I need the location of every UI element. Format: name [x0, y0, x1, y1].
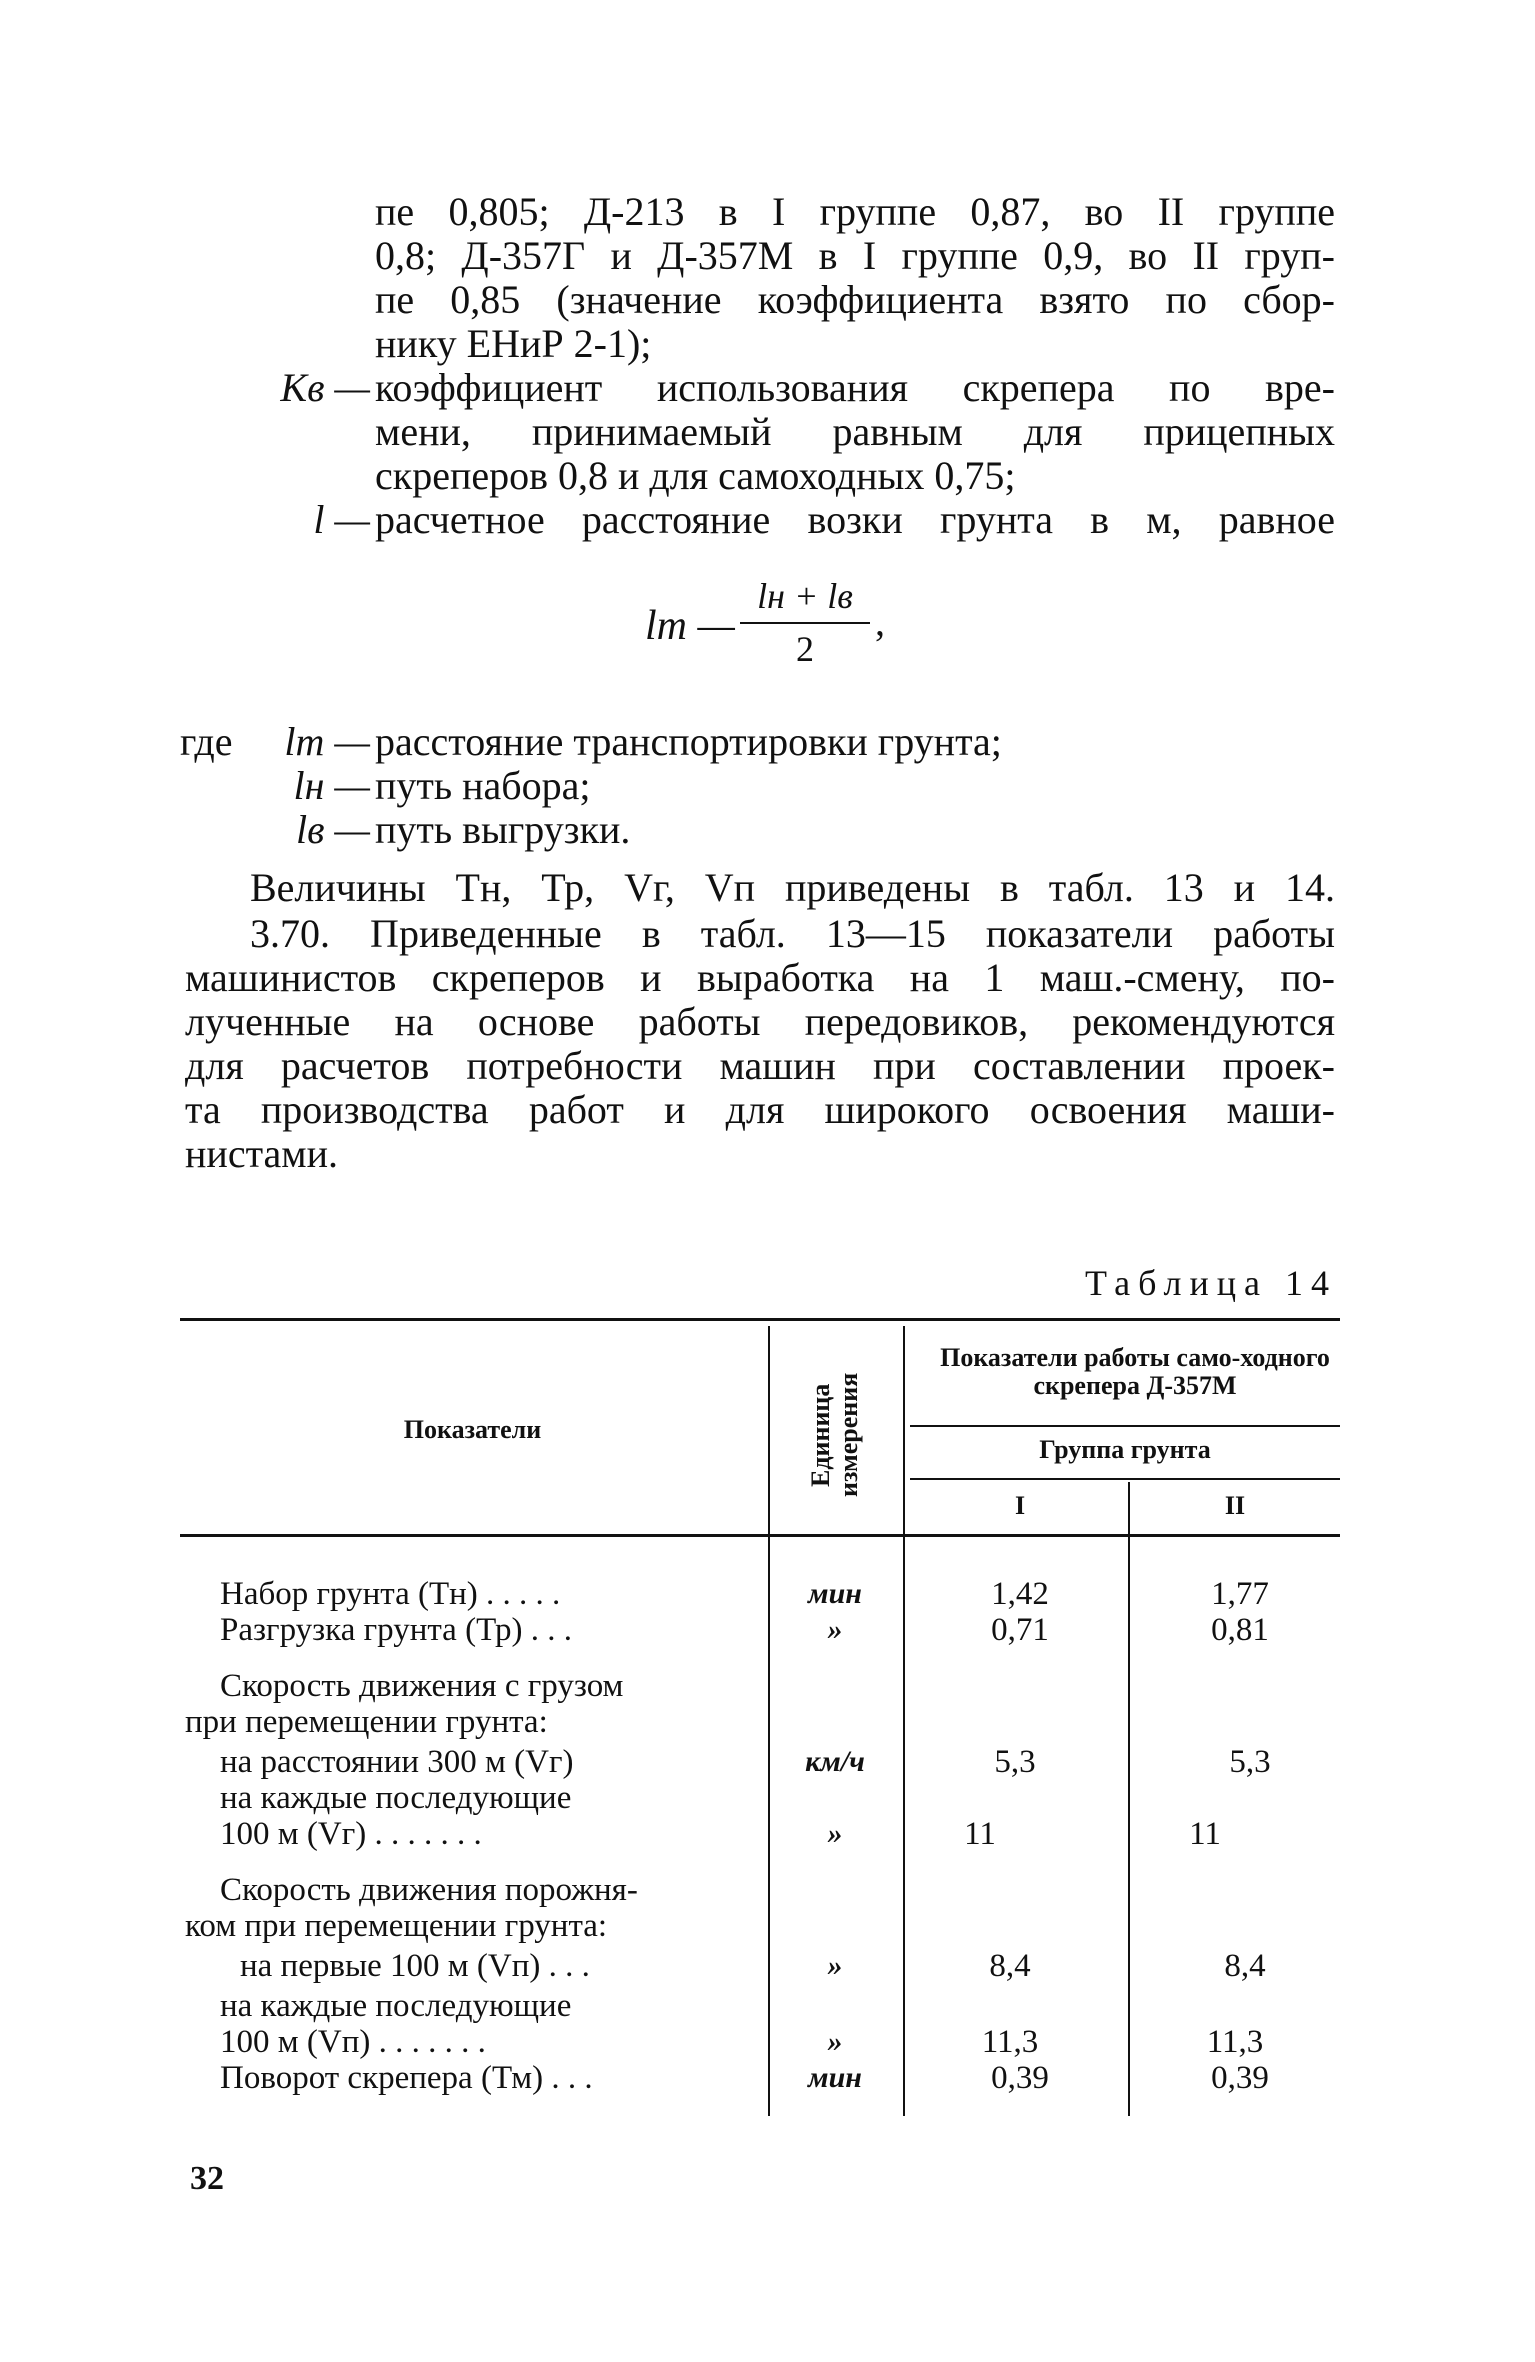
- table-row-unit: »: [827, 2025, 843, 2058]
- where-text-2: путь набора;: [375, 763, 591, 808]
- table-row-label: на каждые последующие: [220, 1780, 572, 1816]
- table-row-label: на расстоянии 300 м (Vг): [220, 1744, 574, 1780]
- formula-comma: ,: [875, 599, 885, 644]
- table-row-value-group1: 0,39: [991, 2060, 1049, 2096]
- table-header-bottom-rule: [180, 1534, 1340, 1537]
- table-vline-2: [903, 1326, 905, 2116]
- paragraph2-line-6: нистами.: [185, 1131, 339, 1176]
- table-row-label: Скорость движения порожня-: [220, 1872, 638, 1908]
- table-row-value-group1: 11: [964, 1816, 996, 1852]
- table-header-indicators: Показатели: [403, 1415, 542, 1444]
- table-sub-rule: [910, 1478, 1340, 1480]
- table-row-value-group2: 0,39: [1211, 2060, 1269, 2096]
- table-header-unit: Единица измерения: [806, 1372, 863, 1498]
- paragraph1-line-4: нику ЕНиР 2-1);: [375, 321, 652, 366]
- l-line: расчетное расстояние возки грунта в м, равное: [375, 497, 1335, 542]
- table-row-unit: »: [827, 1613, 843, 1646]
- paragraph2-line-1: 3.70. Приведенные в табл. 13—15 показатели работы: [250, 911, 1335, 956]
- formula-numerator: lн + lв: [757, 576, 853, 616]
- paragraph2-line-4: для расчетов потребности машин при составлении проек-: [185, 1043, 1335, 1088]
- table-row-value-group1: 0,71: [991, 1612, 1049, 1648]
- formula-denominator: 2: [796, 629, 814, 669]
- paragraph2-line-5: та производства работ и для широкого освоения маши-: [185, 1087, 1335, 1132]
- table-row-value-group1: 1,42: [991, 1576, 1049, 1612]
- table-row-label: ком при перемещении грунта:: [185, 1908, 608, 1944]
- table-group-rule: [910, 1425, 1340, 1427]
- paragraph2-line-3: лученные на основе работы передовиков, рекомендуются: [185, 999, 1335, 1044]
- table-header-group-1: I: [1014, 1491, 1026, 1520]
- kv-symbol: Kв —: [280, 365, 370, 410]
- paragraph1-line-1: пе 0,805; Д-213 в I группе 0,87, во II группе: [375, 189, 1335, 234]
- table-header-group-2: II: [1224, 1491, 1246, 1520]
- paragraph1-line-3: пе 0,85 (значение коэффициента взято по сбор-: [375, 277, 1335, 322]
- kv-line-3: скреперов 0,8 и для самоходных 0,75;: [375, 453, 1016, 498]
- table-header-soil-group: Группа грунта: [1039, 1435, 1211, 1464]
- where-symbol-3: lв —: [295, 807, 370, 852]
- table-row-label: на каждые последующие: [220, 1988, 572, 2024]
- kv-line-1: коэффициент использования скрепера по вре-: [375, 365, 1335, 410]
- table-row-unit: »: [827, 1949, 843, 1982]
- l-symbol: l —: [313, 497, 370, 542]
- table-row-value-group2: 5,3: [1229, 1744, 1271, 1780]
- table-row-value-group1: 8,4: [989, 1948, 1031, 1984]
- where-word: где: [180, 719, 233, 764]
- table-row-label: Разгрузка грунта (Тр) . . .: [220, 1612, 572, 1648]
- table-top-rule: [180, 1318, 1340, 1321]
- table-row-value-group2: 0,81: [1211, 1612, 1269, 1648]
- formula-fraction-bar: [740, 622, 870, 624]
- table-title: Таблица 14: [1085, 1263, 1337, 1303]
- table-row-value-group1: 11,3: [981, 2024, 1039, 2060]
- where-symbol-2: lн —: [293, 763, 370, 808]
- table-row-value-group2: 11,3: [1206, 2024, 1264, 2060]
- table-vline-3: [1128, 1482, 1130, 2116]
- where-text-1: расстояние транспортировки грунта;: [375, 719, 1002, 764]
- table-row-unit: мин: [808, 1577, 862, 1610]
- table-row-label: при перемещении грунта:: [185, 1704, 548, 1740]
- formula-lhs: lт —: [645, 603, 735, 649]
- values-line: Величины Тн, Тр, Vг, Vп приведены в табл. 13 и 14.: [250, 865, 1335, 910]
- table-row-unit: »: [827, 1817, 843, 1850]
- table-row-label: 100 м (Vг) . . . . . . .: [220, 1816, 482, 1852]
- table-row-value-group2: 11: [1189, 1816, 1221, 1852]
- page-number: 32: [190, 2160, 224, 2197]
- where-text-3: путь выгрузки.: [375, 807, 631, 852]
- table-row-label: на первые 100 м (Vп) . . .: [240, 1948, 590, 1984]
- paragraph1-line-2: 0,8; Д-357Г и Д-357М в I группе 0,9, во II груп-: [375, 233, 1335, 278]
- table-row-label: Скорость движения с грузом: [220, 1668, 624, 1704]
- table-row-label: Поворот скрепера (Тм) . . .: [220, 2060, 593, 2096]
- table-row-label: Набор грунта (Тн) . . . . .: [220, 1576, 561, 1612]
- table-row-value-group1: 5,3: [994, 1744, 1036, 1780]
- table-header-scraper: Показатели работы само-ходного скрепера Д-357М: [940, 1343, 1330, 1400]
- table-row-unit: мин: [808, 2061, 862, 2094]
- table-row-label: 100 м (Vп) . . . . . . .: [220, 2024, 486, 2060]
- paragraph2-line-2: машинистов скреперов и выработка на 1 маш.-смену, по-: [185, 955, 1335, 1000]
- kv-line-2: мени, принимаемый равным для прицепных: [375, 409, 1335, 454]
- table-row-unit: км/ч: [805, 1745, 865, 1778]
- table-row-value-group2: 1,77: [1211, 1576, 1269, 1612]
- table-row-value-group2: 8,4: [1224, 1948, 1266, 1984]
- where-symbol-1: lт —: [284, 719, 370, 764]
